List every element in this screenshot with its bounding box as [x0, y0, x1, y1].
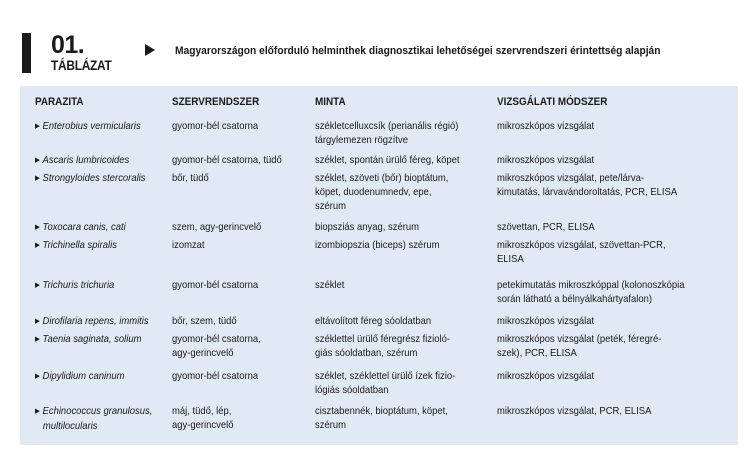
sample-cell: széklet: [315, 279, 345, 291]
bullet-triangle-icon: ▶: [35, 175, 40, 182]
parasite-cell: [35, 220, 126, 235]
organ-cell: bőr, tüdő: [172, 172, 209, 184]
sample-cell: cisztabennék, bioptátum, köpet, szérum: [315, 405, 448, 431]
bullet-triangle-icon: ▶: [35, 318, 40, 325]
table-label: TÁBLÁZAT: [51, 57, 112, 73]
sample-cell: széklettel ürülő féregrész fizioló- giás sóoldatban, szérum: [315, 333, 450, 359]
parasite-name: Dirofilaria repens, immitis: [42, 315, 149, 327]
parasite-name: Trichuris trichuria: [42, 279, 115, 291]
parasite-cell: [35, 153, 129, 168]
parasite-cell: [35, 314, 149, 329]
parasite-cell: [35, 404, 152, 433]
method-cell: mikroszkópos vizsgálat, PCR, ELISA: [497, 405, 652, 417]
parasite-cell: [35, 369, 124, 384]
bullet-triangle-icon: ▶: [35, 336, 40, 343]
parasite-name: Strongyloides stercoralis: [42, 172, 146, 184]
parasite-name: Ascaris lumbricoides: [42, 154, 130, 166]
parasite-name: Enterobius vermicularis: [42, 120, 141, 132]
parasite-name: Taenia saginata, solium: [42, 333, 142, 345]
sample-cell: széklet, szöveti (bőr) bioptátum, köpet, duodenumnedv, epe, szérum: [315, 172, 449, 212]
parasite-name: Echinococcus granulosus, multilocularis: [42, 405, 153, 432]
parasite-name: Dipylidium caninum: [42, 370, 125, 382]
sample-cell: székletcelluxcsík (perianális régió) tárgylemezen rögzítve: [315, 120, 459, 146]
organ-cell: bőr, szem, tüdő: [172, 315, 237, 327]
bullet-triangle-icon: ▶: [35, 282, 40, 289]
method-cell: szövettan, PCR, ELISA: [497, 221, 595, 233]
parasite-name: Toxocara canis, cati: [42, 221, 126, 233]
parasite-name: Trichinella spiralis: [42, 239, 117, 251]
bullet-triangle-icon: ▶: [35, 408, 40, 415]
column-header-organ: SZERVRENDSZER: [172, 96, 260, 108]
parasite-cell: [35, 278, 114, 293]
method-cell: mikroszkópos vizsgálat: [497, 120, 595, 132]
bullet-triangle-icon: ▶: [35, 373, 40, 380]
parasite-cell: [35, 119, 141, 134]
sample-cell: széklet, spontán ürülő féreg, köpet: [315, 154, 460, 166]
column-header-method: VIZSGÁLATI MÓDSZER: [497, 96, 608, 108]
table-title: Magyarországon előforduló helminthek diagnosztikai lehetőségei szervrendszeri érintettség alapján: [175, 45, 661, 57]
bullet-triangle-icon: ▶: [35, 224, 40, 231]
organ-cell: gyomor-bél csatorna: [172, 370, 259, 382]
organ-cell: máj, tüdő, lép, agy-gerincvelő: [172, 405, 234, 431]
organ-cell: szem, agy-gerincvelő: [172, 221, 262, 233]
sample-cell: izombiopszia (biceps) szérum: [315, 239, 440, 251]
column-header-parasite: PARAZITA: [35, 96, 84, 108]
organ-cell: gyomor-bél csatorna: [172, 279, 259, 291]
method-cell: petekimutatás mikroszkóppal (kolonoszkópia során látható a bélnyálkahártyafalon): [497, 279, 685, 305]
triangle-arrow-icon: [145, 44, 155, 56]
sample-cell: széklet, széklettel ürülő ízek fizio- lógiás sóoldatban: [315, 370, 456, 396]
parasite-cell: [35, 332, 141, 347]
method-cell: mikroszkópos vizsgálat: [497, 315, 595, 327]
method-cell: mikroszkópos vizsgálat: [497, 370, 595, 382]
sample-cell: biopsziás anyag, szérum: [315, 221, 420, 233]
parasite-cell: [35, 238, 117, 253]
organ-cell: gyomor-bél csatorna, agy-gerincvelő: [172, 333, 261, 359]
method-cell: mikroszkópos vizsgálat, szövettan-PCR, ELISA: [497, 239, 666, 265]
parasite-cell: [35, 171, 146, 186]
table-number: 01.: [51, 31, 85, 59]
organ-cell: gyomor-bél csatorna: [172, 120, 259, 132]
sample-cell: eltávolított féreg sóoldatban: [315, 315, 432, 327]
organ-cell: izomzat: [172, 239, 205, 251]
bullet-triangle-icon: ▶: [35, 123, 40, 130]
method-cell: mikroszkópos vizsgálat, pete/lárva- kimutatás, lárvavándoroltatás, PCR, ELISA: [497, 172, 678, 198]
organ-cell: gyomor-bél csatorna, tüdő: [172, 154, 282, 166]
bullet-triangle-icon: ▶: [35, 242, 40, 249]
header-accent-bar: [22, 33, 31, 73]
column-header-sample: MINTA: [315, 96, 346, 108]
bullet-triangle-icon: ▶: [35, 157, 40, 164]
method-cell: mikroszkópos vizsgálat: [497, 154, 595, 166]
method-cell: mikroszkópos vizsgálat (peték, féregré- szek), PCR, ELISA: [497, 333, 662, 359]
